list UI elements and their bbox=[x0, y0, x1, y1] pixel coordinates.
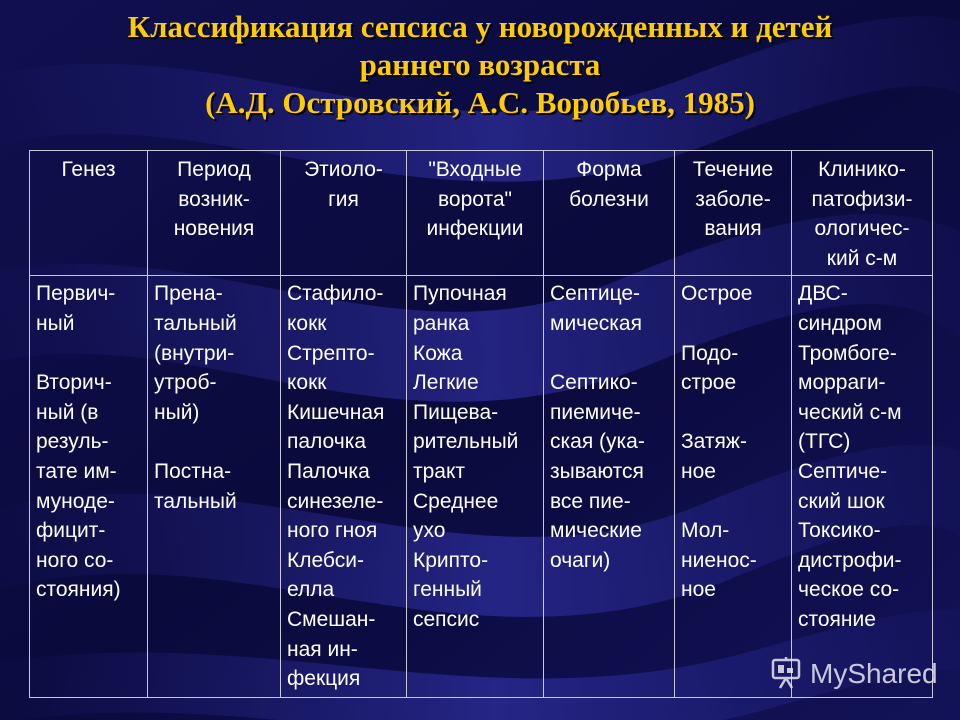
cell-line: палочка bbox=[287, 430, 367, 454]
cell-line: стояние bbox=[798, 607, 876, 631]
column-header bbox=[675, 151, 792, 276]
cell-line: зываются bbox=[550, 459, 644, 483]
line-gap bbox=[154, 427, 277, 457]
cell-line: Клебси- bbox=[287, 548, 364, 572]
slide-title bbox=[20, 8, 940, 122]
cell-line: ное bbox=[681, 459, 716, 483]
header-line: Клинико- bbox=[818, 158, 906, 181]
cell-line: ный) bbox=[154, 400, 200, 424]
cell-line: (внутри- bbox=[154, 341, 235, 365]
cell-line: ухо bbox=[413, 519, 446, 543]
table-cell bbox=[30, 276, 148, 698]
cell-line: генный bbox=[413, 578, 482, 602]
cell-line: Пищева- bbox=[413, 400, 499, 424]
table-row bbox=[30, 276, 933, 698]
cell-line: Септице- bbox=[550, 282, 641, 306]
header-line: болезни bbox=[569, 187, 649, 211]
cell-line: ная ин- bbox=[287, 637, 358, 661]
cell-line: все пие- bbox=[550, 489, 631, 513]
cell-line: ская (ука- bbox=[550, 430, 645, 454]
cell-line: тракт bbox=[413, 459, 466, 483]
header-line: новения bbox=[173, 217, 255, 241]
cell-line: ческое со- bbox=[798, 578, 900, 602]
table-cell bbox=[407, 276, 544, 698]
cell-line: синдром bbox=[798, 311, 882, 335]
cell-line: сепсис bbox=[413, 607, 480, 631]
header-line: "Входные bbox=[428, 158, 522, 181]
header-line: вания bbox=[704, 217, 762, 241]
title-line: раннего возраста bbox=[359, 47, 601, 82]
cell-line: пиемиче- bbox=[550, 400, 641, 424]
cell-line: Токсико- bbox=[798, 519, 881, 543]
table-cell bbox=[544, 276, 675, 698]
cell-line: Смешан- bbox=[287, 607, 376, 631]
cell-line: кокк bbox=[287, 371, 327, 395]
cell-line: тальный bbox=[154, 489, 237, 513]
line-gap bbox=[681, 398, 788, 428]
header-row bbox=[30, 151, 933, 276]
header-line: гия bbox=[328, 187, 359, 211]
watermark bbox=[768, 654, 938, 694]
cell-line: ДВС- bbox=[798, 282, 848, 306]
header-line: Течение bbox=[692, 158, 774, 181]
watermark-text: MyShared bbox=[810, 658, 938, 689]
cell-line: ниенос- bbox=[681, 548, 757, 572]
header-line: патофизи- bbox=[811, 187, 913, 211]
cell-line: Подо- bbox=[681, 341, 739, 365]
header-line: ологичес- bbox=[814, 217, 910, 241]
table-cell bbox=[792, 276, 933, 698]
header-line: кий с-м bbox=[826, 246, 898, 270]
column-header bbox=[30, 151, 148, 276]
cell-line: резуль- bbox=[36, 430, 109, 454]
cell-line: елла bbox=[287, 578, 335, 602]
cell-line: Острое bbox=[681, 282, 753, 306]
header-line: инфекции bbox=[426, 217, 524, 241]
header-line: заболе- bbox=[695, 187, 771, 211]
cell-line: Пупочная bbox=[413, 282, 507, 306]
cell-line: Среднее bbox=[413, 489, 499, 513]
cell-line: Стафило- bbox=[287, 282, 384, 306]
cell-line: Септико- bbox=[550, 371, 638, 395]
cell-line: мическая bbox=[550, 311, 642, 335]
table-cell bbox=[281, 276, 407, 698]
cell-line: утроб- bbox=[154, 371, 217, 395]
table-cell bbox=[675, 276, 792, 698]
header-line: возник- bbox=[178, 187, 250, 211]
cell-line: Тромбоге- bbox=[798, 341, 897, 365]
column-header bbox=[544, 151, 675, 276]
cell-line: ный (в bbox=[36, 400, 99, 424]
presentation-logo-icon bbox=[768, 656, 804, 692]
header-line: Форма bbox=[576, 158, 642, 181]
cell-line: тальный bbox=[154, 311, 237, 335]
cell-line: ранка bbox=[413, 311, 470, 335]
header-line: Этиоло- bbox=[304, 158, 383, 181]
cell-line: ный bbox=[36, 311, 75, 335]
cell-line: Постна- bbox=[154, 459, 232, 483]
column-header bbox=[281, 151, 407, 276]
cell-line: Прена- bbox=[154, 282, 223, 306]
cell-line: (ТГС) bbox=[798, 430, 851, 454]
cell-line: Кишечная bbox=[287, 400, 385, 424]
title-line: (А.Д. Островский, А.С. Воробьев, 1985) bbox=[205, 85, 755, 120]
cell-line: мические bbox=[550, 519, 642, 543]
cell-line: фицит- bbox=[36, 519, 106, 543]
cell-line: ский шок bbox=[798, 489, 885, 513]
cell-line: муноде- bbox=[36, 489, 115, 513]
cell-line: Септиче- bbox=[798, 459, 888, 483]
line-gap bbox=[36, 339, 144, 369]
line-gap bbox=[681, 309, 788, 339]
classification-table bbox=[29, 150, 933, 698]
cell-line: Легкие bbox=[413, 371, 479, 395]
cell-line: очаги) bbox=[550, 548, 611, 572]
cell-line: Палочка bbox=[287, 459, 370, 483]
cell-line: строе bbox=[681, 371, 737, 395]
cell-line: Кожа bbox=[413, 341, 463, 365]
cell-line: ное bbox=[681, 578, 716, 602]
cell-line: синезеле- bbox=[287, 489, 384, 513]
cell-line: стояния) bbox=[36, 578, 121, 602]
cell-line: кокк bbox=[287, 311, 327, 335]
cell-line: морраги- bbox=[798, 371, 886, 395]
header-line: Период bbox=[177, 158, 251, 181]
column-header bbox=[148, 151, 281, 276]
header-line: Генез bbox=[61, 158, 116, 181]
cell-line: Вторич- bbox=[36, 371, 112, 395]
cell-line: Затяж- bbox=[681, 430, 747, 454]
title-line: Классификация сепсиса у новорожденных и детей bbox=[127, 9, 833, 44]
cell-line: ческий с-м bbox=[798, 400, 902, 424]
cell-line: тате им- bbox=[36, 459, 117, 483]
column-header bbox=[792, 151, 933, 276]
column-header bbox=[407, 151, 544, 276]
cell-line: ного со- bbox=[36, 548, 114, 572]
line-gap bbox=[681, 487, 788, 517]
cell-line: фекция bbox=[287, 667, 361, 691]
cell-line: Крипто- bbox=[413, 548, 489, 572]
cell-line: Первич- bbox=[36, 282, 116, 306]
cell-line: Мол- bbox=[681, 519, 730, 543]
cell-line: Стрепто- bbox=[287, 341, 375, 365]
header-line: ворота" bbox=[437, 187, 512, 211]
cell-line: дистрофи- bbox=[798, 548, 902, 572]
cell-line: ного гноя bbox=[287, 519, 378, 543]
table-cell bbox=[148, 276, 281, 698]
cell-line: рительный bbox=[413, 430, 519, 454]
line-gap bbox=[550, 339, 671, 369]
